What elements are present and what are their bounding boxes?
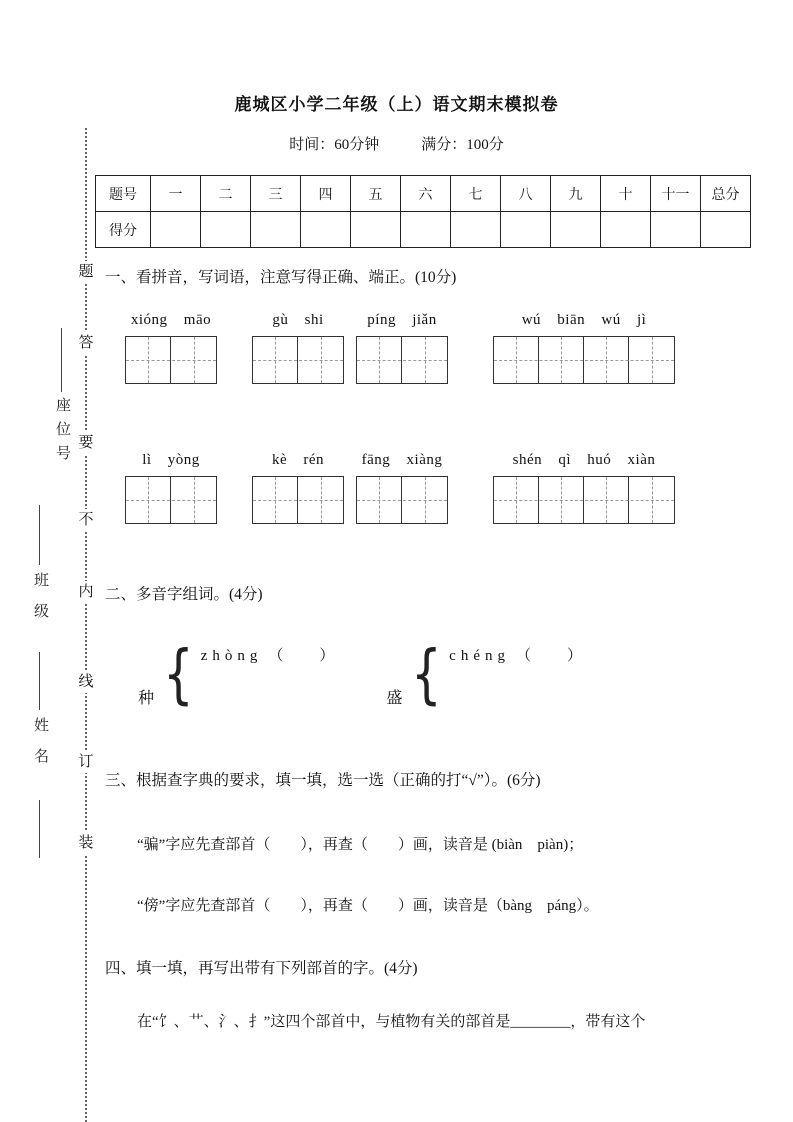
score-table-empty-cell <box>651 212 701 248</box>
question-line: 在“饣、艹、氵、扌”这四个部首中，与植物有关的部首是________，带有这个 <box>137 1014 646 1030</box>
binding-char: 答 <box>76 332 96 354</box>
exam-meta <box>0 133 793 154</box>
score-table-column-header: 一 <box>151 176 201 212</box>
seat-number-label: 座位号 <box>54 397 70 469</box>
score-table-column-header: 二 <box>201 176 251 212</box>
writing-grid <box>493 336 675 384</box>
writing-grid <box>356 336 448 384</box>
score-table-column-header: 十 <box>601 176 651 212</box>
writing-cell <box>494 337 539 383</box>
writing-grid <box>125 336 217 384</box>
pinyin-group <box>356 452 448 524</box>
writing-cell <box>171 477 216 523</box>
pinyin-row-1 <box>105 312 675 384</box>
pinyin-group <box>252 312 344 384</box>
section3-lines <box>137 835 599 916</box>
binding-char: 题 <box>76 261 96 283</box>
name-label: 姓名 <box>32 717 48 779</box>
duoyin-reading-line <box>449 644 584 665</box>
score-table-empty-cell <box>351 212 401 248</box>
pinyin-label: píng jiǎn <box>367 312 437 328</box>
writing-cell <box>298 337 343 383</box>
writing-grid <box>493 476 675 524</box>
score-table-empty-cell <box>501 212 551 248</box>
writing-cell <box>539 477 584 523</box>
writing-cell <box>539 337 584 383</box>
duoyin-character: 种 <box>138 690 155 707</box>
section4-title: 四、填一填，再写出带有下列部首的字。(4分) <box>105 960 418 977</box>
duoyin-empty-line <box>201 694 331 712</box>
score-table-body <box>96 176 751 248</box>
score-table-column-header: 十一 <box>651 176 701 212</box>
score-table-corner: 题号 <box>96 176 151 212</box>
question-line: “傍”字应先查部首（ ），再查（ ）画，读音是（bàng páng）。 <box>137 898 599 914</box>
duoyin-lines <box>449 640 584 712</box>
score-table-empty-cell <box>301 212 351 248</box>
writing-cell <box>629 477 674 523</box>
score-table-column-header: 八 <box>501 176 551 212</box>
pinyin-label: wú biān wú jì <box>521 312 647 328</box>
pinyin-group <box>493 452 675 524</box>
score-table-column-header: 五 <box>351 176 401 212</box>
name-blank-line-2 <box>39 800 40 858</box>
writing-cell <box>126 337 171 383</box>
answer-blank: （ ） <box>515 648 584 664</box>
writing-cell <box>494 477 539 523</box>
score-table-empty-cell <box>151 212 201 248</box>
brace-icon: { <box>163 638 194 712</box>
pinyin-label: lì yòng <box>142 452 200 468</box>
score-table-column-header: 六 <box>401 176 451 212</box>
time-limit: 时间：60分钟 <box>289 137 380 153</box>
duoyin-pinyin: chéng <box>449 648 510 664</box>
score-table-empty-cell <box>451 212 501 248</box>
score-table <box>95 175 751 248</box>
binding-char: 线 <box>76 671 96 693</box>
score-table-score-row <box>96 212 751 248</box>
question-line: “骗”字应先查部首（ ），再查（ ）画，读音是 (biàn piàn)； <box>137 837 584 853</box>
score-table-empty-cell <box>601 212 651 248</box>
pinyin-label: fāng xiàng <box>361 452 443 468</box>
pinyin-label: xióng māo <box>130 312 212 328</box>
seat-number-blank-line <box>61 328 62 392</box>
duoyin-pinyin: zhòng <box>200 648 263 664</box>
score-table-empty-cell <box>701 212 751 248</box>
section2-title: 二、多音字组词。(4分) <box>105 586 263 603</box>
writing-cell <box>253 477 298 523</box>
score-table-empty-cell <box>401 212 451 248</box>
class-blank-line <box>39 505 40 565</box>
section3-title: 三、根据查字典的要求，填一填，选一选（正确的打“√”）。(6分) <box>105 772 541 789</box>
binding-char: 订 <box>76 751 96 773</box>
duoyin-row <box>138 638 584 712</box>
score-table-column-header: 四 <box>301 176 351 212</box>
writing-cell <box>402 337 447 383</box>
brace-icon: { <box>411 638 443 712</box>
page-title: 鹿城区小学二年级（上）语文期末模拟卷 <box>234 95 559 114</box>
score-table-empty-cell <box>551 212 601 248</box>
score-table-row-label: 得分 <box>96 212 151 248</box>
score-table-column-header: 总分 <box>701 176 751 212</box>
class-label: 班级 <box>32 572 48 634</box>
writing-cell <box>171 337 216 383</box>
pinyin-row-2 <box>105 452 675 524</box>
score-table-header-row <box>96 176 751 212</box>
writing-grid <box>356 476 448 524</box>
writing-cell <box>357 337 402 383</box>
duoyin-item <box>138 638 336 712</box>
score-table-column-header: 七 <box>451 176 501 212</box>
writing-grid <box>252 336 344 384</box>
answer-blank: （ ） <box>268 648 337 664</box>
writing-cell <box>629 337 674 383</box>
score-table-column-header: 三 <box>251 176 301 212</box>
duoyin-lines <box>201 640 337 712</box>
duoyin-reading-line <box>201 644 337 665</box>
binding-char: 内 <box>76 581 96 603</box>
writing-cell <box>402 477 447 523</box>
score-table-empty-cell <box>201 212 251 248</box>
pinyin-group <box>125 312 217 384</box>
pinyin-label: shén qì huó xiàn <box>512 452 656 468</box>
pinyin-group <box>493 312 675 384</box>
pinyin-label: gù shi <box>272 312 324 328</box>
pinyin-group <box>356 312 448 384</box>
writing-cell <box>584 477 629 523</box>
name-blank-line <box>39 652 40 710</box>
duoyin-empty-line <box>449 694 579 712</box>
writing-cell <box>357 477 402 523</box>
pinyin-group <box>252 452 344 524</box>
writing-cell <box>253 337 298 383</box>
binding-char: 不 <box>76 509 96 531</box>
pinyin-group <box>125 452 217 524</box>
duoyin-item <box>386 638 584 712</box>
writing-cell <box>126 477 171 523</box>
binding-char: 装 <box>76 832 96 854</box>
section4-lines <box>137 1012 645 1032</box>
writing-grid <box>125 476 217 524</box>
pinyin-label: kè rén <box>271 452 325 468</box>
score-table-column-header: 九 <box>551 176 601 212</box>
writing-grid <box>252 476 344 524</box>
duoyin-character: 盛 <box>386 690 403 707</box>
binding-char: 要 <box>76 432 96 454</box>
full-score: 满分：100分 <box>421 137 504 153</box>
score-table-empty-cell <box>251 212 301 248</box>
writing-cell <box>584 337 629 383</box>
writing-cell <box>298 477 343 523</box>
section1-title: 一、看拼音，写词语，注意写得正确、端正。(10分) <box>105 269 457 286</box>
